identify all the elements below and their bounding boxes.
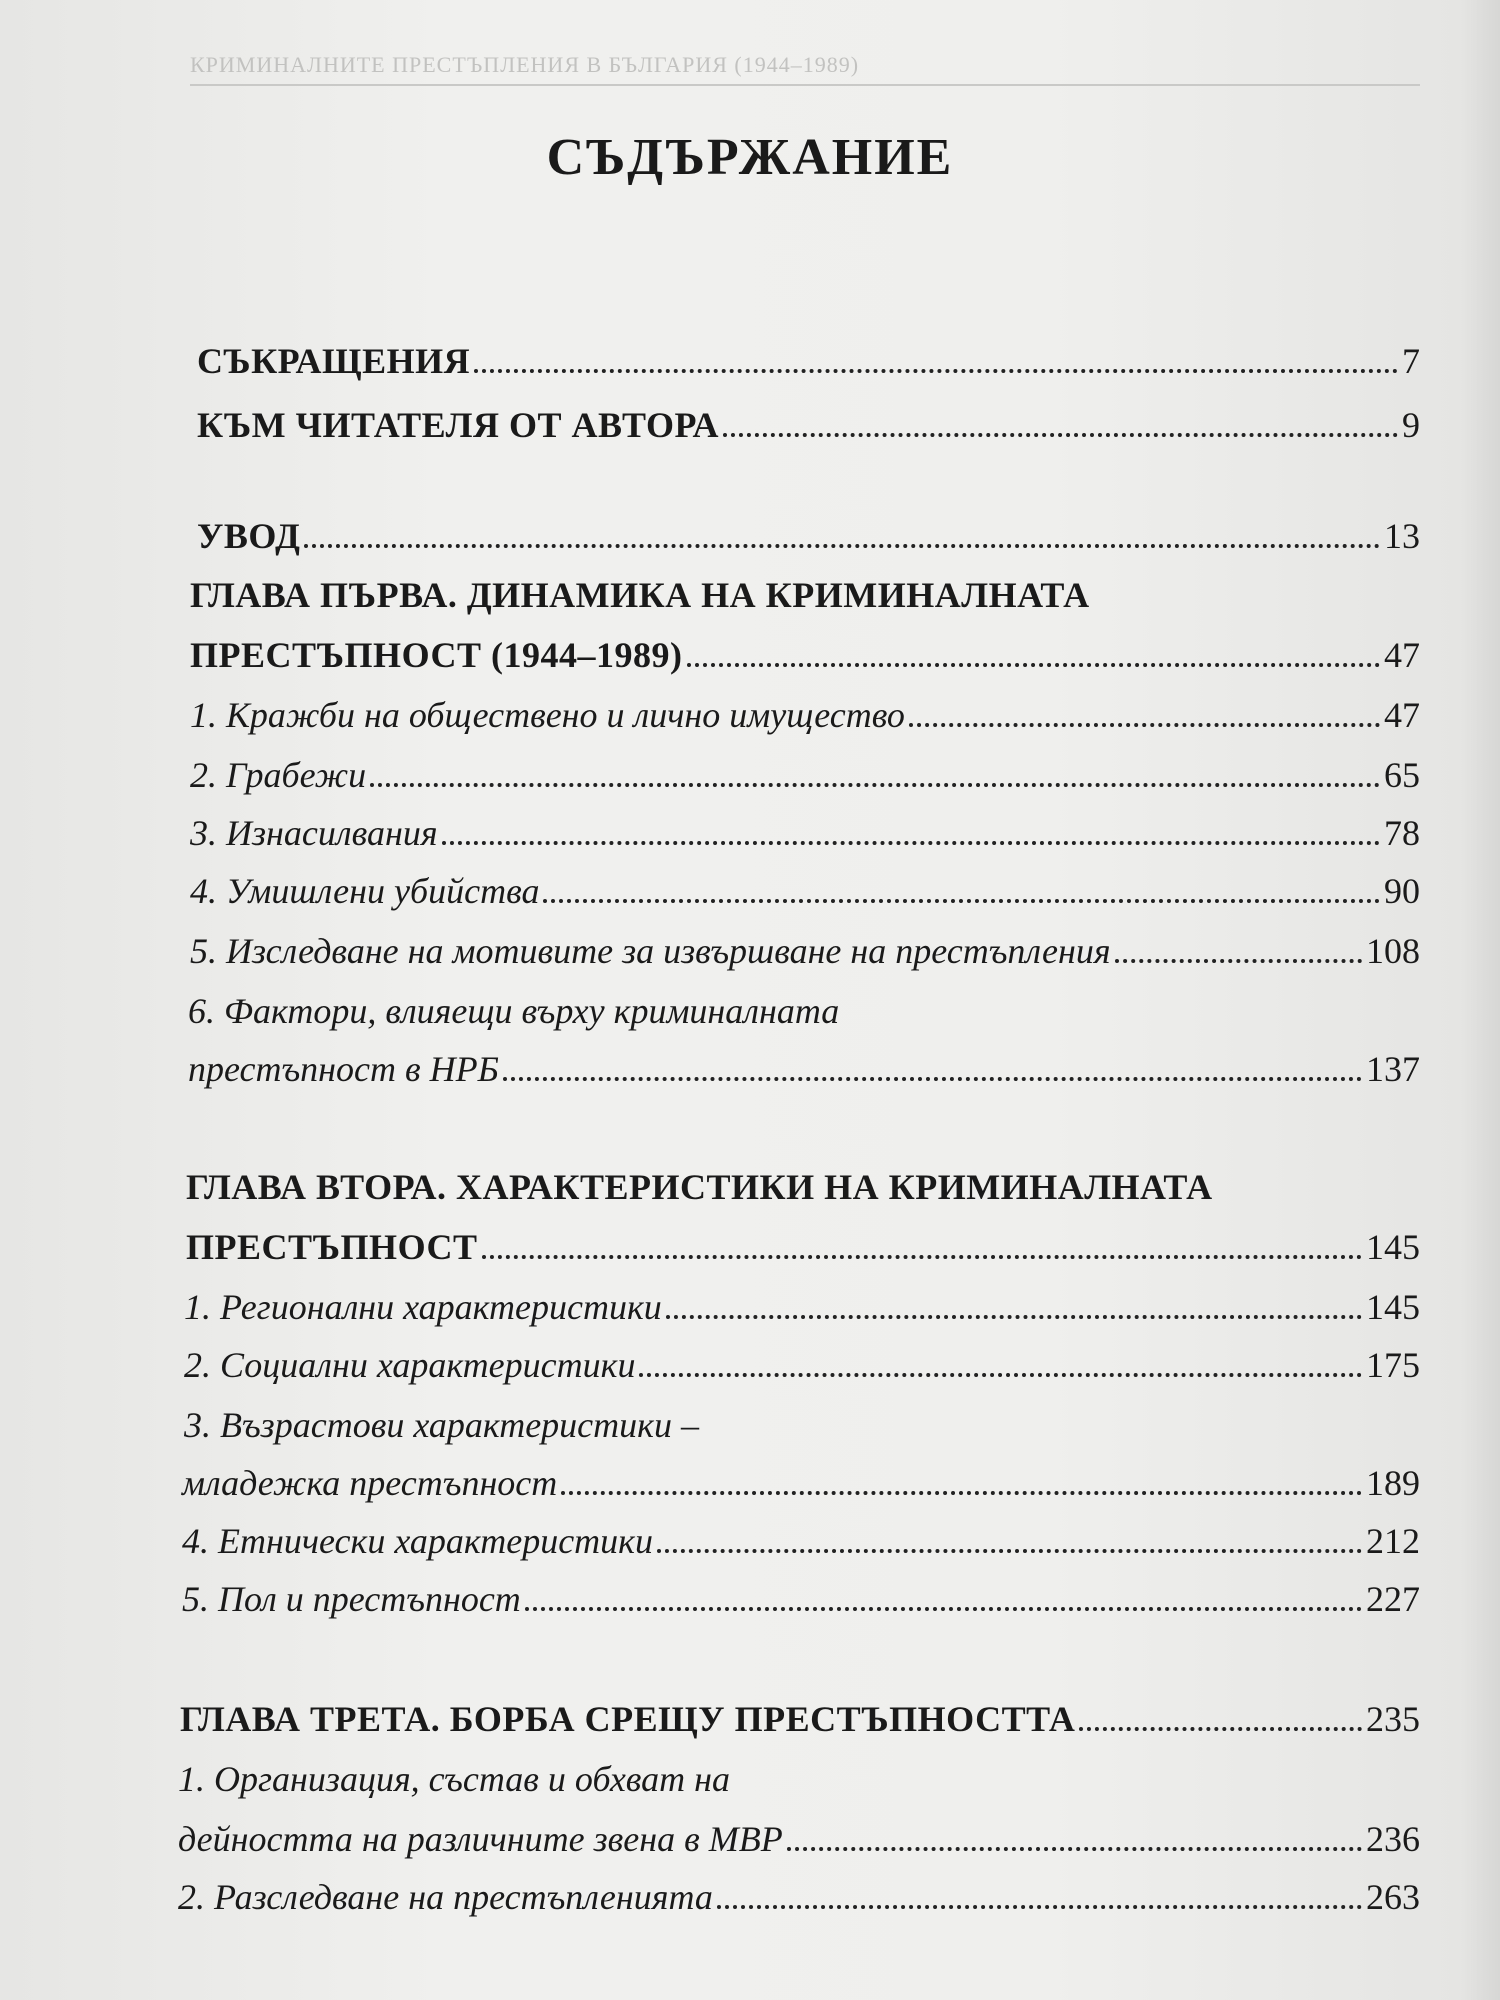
toc-entry[interactable] [178, 1874, 1420, 1920]
toc-entry[interactable] [186, 1224, 1420, 1270]
toc-entry[interactable] [190, 632, 1420, 678]
dot-leader [666, 1315, 1362, 1319]
dot-leader [687, 663, 1381, 667]
toc-entry-label: 2. Разследване на престъпленията [178, 1877, 713, 1917]
toc-entry[interactable] [184, 1342, 1420, 1388]
toc-entry-label: 3. Изнасилвания [190, 813, 438, 853]
toc-entry[interactable] [190, 868, 1420, 914]
dot-leader [717, 1905, 1362, 1909]
dot-leader [561, 1491, 1362, 1495]
toc-entry-heading-line[interactable] [184, 1402, 1420, 1448]
toc-entry-label: СЪКРАЩЕНИЯ [197, 341, 471, 381]
toc-entry-page: 13 [1384, 516, 1420, 556]
dot-leader [370, 783, 1380, 787]
toc-entry-page: 65 [1384, 755, 1420, 795]
toc-entry-page: 235 [1366, 1699, 1420, 1739]
toc-entry-heading-line[interactable] [178, 1756, 1420, 1802]
toc-entry-label: ГЛАВА ТРЕТА. БОРБА СРЕЩУ ПРЕСТЪПНОСТТА [180, 1699, 1076, 1739]
dot-leader [543, 899, 1380, 903]
toc-entry-label: ПРЕСТЪПНОСТ [186, 1227, 478, 1267]
toc-entry[interactable] [184, 1284, 1420, 1330]
toc-entry-page: 108 [1366, 931, 1420, 971]
toc-entry[interactable] [182, 1460, 1420, 1506]
toc-entry-label: 6. Фактори, влияещи върху криминалната [188, 991, 840, 1031]
toc-entry[interactable] [197, 338, 1420, 384]
toc-entry-page: 145 [1366, 1227, 1420, 1267]
toc-entry-page: 212 [1366, 1521, 1420, 1561]
toc-entry-page: 78 [1384, 813, 1420, 853]
toc-entry-label: 2. Социални характеристики [184, 1345, 636, 1385]
toc-entry-page: 263 [1366, 1877, 1420, 1917]
toc-entry-page: 227 [1366, 1579, 1420, 1619]
dot-leader [787, 1847, 1362, 1851]
toc-entry[interactable] [180, 1696, 1420, 1742]
toc-entry-label: 1. Организация, състав и обхват на [178, 1759, 731, 1799]
toc-entry[interactable] [178, 1816, 1420, 1862]
dot-leader [304, 544, 1380, 548]
toc-entry-page: 189 [1366, 1463, 1420, 1503]
toc-entry-page: 236 [1366, 1819, 1420, 1859]
toc-entry[interactable] [188, 1046, 1420, 1092]
toc-entry[interactable] [190, 810, 1420, 856]
toc-entry-page: 145 [1366, 1287, 1420, 1327]
dot-leader [482, 1255, 1362, 1259]
toc-entry-label: КЪМ ЧИТАТЕЛЯ ОТ АВТОРА [197, 405, 719, 445]
toc-entry-label: 5. Пол и престъпност [182, 1579, 521, 1619]
toc-entry-heading-line[interactable] [188, 988, 1420, 1034]
toc-entry-label: 4. Етнически характеристики [182, 1521, 654, 1561]
running-head: КРИМИНАЛНИТЕ ПРЕСТЪПЛЕНИЯ В БЪЛГАРИЯ (1944–1989) [190, 52, 1420, 86]
toc-entry[interactable] [197, 402, 1420, 448]
toc-entry-label: 1. Регионални характеристики [184, 1287, 662, 1327]
toc-entry-label: ГЛАВА ПЪРВА. ДИНАМИКА НА КРИМИНАЛНАТА [190, 575, 1090, 615]
dot-leader [474, 369, 1398, 373]
toc-entry[interactable] [182, 1576, 1420, 1622]
toc-entry-label: ГЛАВА ВТОРА. ХАРАКТЕРИСТИКИ НА КРИМИНАЛНАТА [186, 1167, 1213, 1207]
toc-entry-page: 7 [1402, 341, 1420, 381]
toc-entry-heading-line[interactable] [190, 572, 1420, 618]
dot-leader [1079, 1727, 1362, 1731]
dot-leader [639, 1373, 1362, 1377]
dot-leader [723, 433, 1398, 437]
dot-leader [909, 723, 1380, 727]
toc-entry-label: младежка престъпност [182, 1463, 558, 1503]
toc-entry[interactable] [190, 692, 1420, 738]
toc-entry-label: 4. Умишлени убийства [190, 871, 540, 911]
toc-entry-label: 3. Възрастови характеристики – [184, 1405, 699, 1445]
dot-leader [657, 1549, 1362, 1553]
toc-entry-page: 90 [1384, 871, 1420, 911]
toc-entry-label: престъпност в НРБ [188, 1049, 499, 1089]
page-edge-shadow [1460, 0, 1500, 2000]
toc-entry[interactable] [182, 1518, 1420, 1564]
toc-entry[interactable] [197, 513, 1420, 559]
toc-entry-label: 5. Изследване на мотивите за извършване на престъпления [190, 931, 1111, 971]
dot-leader [503, 1077, 1362, 1081]
dot-leader [525, 1607, 1362, 1611]
toc-entry-label: 2. Грабежи [190, 755, 367, 795]
toc-entry-label: ПРЕСТЪПНОСТ (1944–1989) [190, 635, 683, 675]
toc-entry-label: дейността на различните звена в МВР [178, 1819, 783, 1859]
toc-entry-page: 9 [1402, 405, 1420, 445]
toc-entry-label: 1. Кражби на обществено и лично имущество [190, 695, 905, 735]
toc-entry-page: 47 [1384, 635, 1420, 675]
toc-entry-heading-line[interactable] [186, 1164, 1420, 1210]
toc-entry-label: УВОД [197, 516, 301, 556]
toc-entry-page: 175 [1366, 1345, 1420, 1385]
toc-entry-page: 47 [1384, 695, 1420, 735]
page-title: СЪДЪРЖАНИЕ [546, 129, 954, 186]
toc-entry-page: 137 [1366, 1049, 1420, 1089]
toc-entry[interactable] [190, 752, 1420, 798]
toc-entry[interactable] [190, 928, 1420, 974]
dot-leader [1115, 959, 1362, 963]
dot-leader [442, 841, 1380, 845]
